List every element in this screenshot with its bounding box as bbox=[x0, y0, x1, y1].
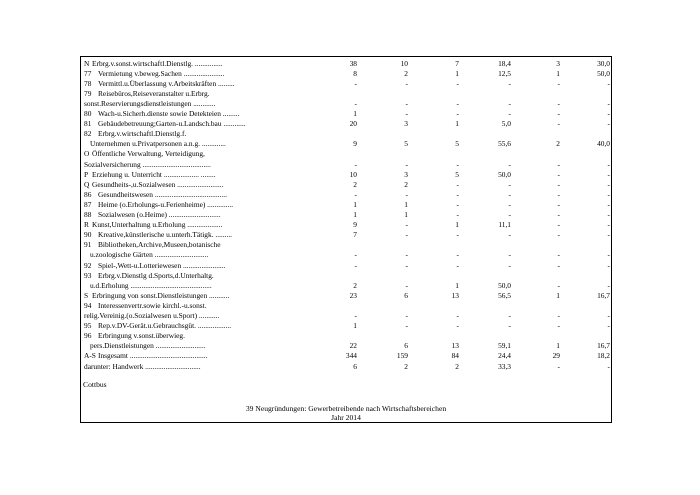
row-value-col3: - bbox=[456, 159, 459, 169]
row-label: Öffentliche Verwaltung, Verteidigung, bbox=[92, 149, 205, 159]
row-code: N bbox=[84, 58, 90, 68]
table-row bbox=[0, 139, 700, 149]
row-value-col4: 56,5 bbox=[498, 290, 511, 300]
table-row bbox=[0, 240, 700, 250]
row-value-col6: - bbox=[607, 280, 610, 290]
row-code: A-S bbox=[84, 351, 96, 361]
row-value-col6: - bbox=[607, 311, 610, 320]
row-value-col2: - bbox=[405, 260, 408, 270]
row-value-col5: - bbox=[557, 250, 560, 260]
row-value-col2: 1 bbox=[404, 210, 408, 219]
table-row bbox=[0, 271, 700, 281]
row-value-col3: - bbox=[456, 189, 459, 199]
row-code: 79 bbox=[84, 88, 92, 98]
row-value-col1: 1 bbox=[353, 109, 357, 118]
row-value-col4: - bbox=[508, 311, 511, 320]
row-value-col2: - bbox=[405, 78, 408, 88]
row-value-col1: 1 bbox=[353, 321, 357, 331]
table-row bbox=[0, 119, 700, 129]
row-value-col3: 13 bbox=[451, 341, 459, 351]
table-row bbox=[0, 261, 700, 271]
row-value-col5: - bbox=[557, 159, 560, 169]
row-value-col4: 11,1 bbox=[498, 220, 511, 230]
row-label: Heime (o.Erholungs-u.Ferienheime) .............. bbox=[98, 199, 234, 209]
row-value-col6: - bbox=[607, 250, 610, 260]
table-row bbox=[0, 190, 700, 200]
row-code: 82 bbox=[84, 129, 92, 139]
row-value-col6: - bbox=[607, 361, 610, 371]
row-value-col2: - bbox=[405, 230, 408, 240]
row-label: sonst.Reservierungsdienstleistungen ............ bbox=[84, 98, 216, 108]
row-value-col3: 13 bbox=[451, 290, 459, 300]
table-row bbox=[0, 250, 700, 260]
row-label: Unternehmen u.Privatpersonen a.n.g. ............. bbox=[90, 139, 226, 149]
row-code: 90 bbox=[84, 230, 92, 240]
row-value-col5: 1 bbox=[556, 68, 560, 78]
row-value-col5: - bbox=[557, 260, 560, 270]
row-value-col3: - bbox=[456, 321, 459, 331]
row-label: Insgesamt .......................................... bbox=[98, 351, 208, 361]
row-label: Kreative,künstlerische u.unterh.Tätigk. ......... bbox=[98, 230, 233, 240]
row-value-col1: - bbox=[354, 311, 357, 320]
row-value-col1: 38 bbox=[349, 58, 357, 68]
row-label: pers.Dienstleistungen ........................... bbox=[90, 341, 206, 351]
row-label: relig.Vereinig.(o.Sozialwesen u.Sport) ........... bbox=[84, 311, 220, 320]
row-label: Spiel-,Wett-u.Lotteriewesen ....................... bbox=[98, 260, 226, 270]
table-row bbox=[0, 331, 700, 341]
row-value-col6: - bbox=[607, 179, 610, 189]
row-value-col1: - bbox=[354, 78, 357, 88]
row-value-col5: - bbox=[557, 280, 560, 290]
row-label: u.d.Erholung ............................................ bbox=[90, 280, 212, 290]
row-label: darunter: Handwerk .............................. bbox=[84, 361, 201, 371]
row-value-col5: - bbox=[557, 169, 560, 179]
table-row bbox=[0, 291, 700, 301]
row-value-col5: - bbox=[557, 311, 560, 320]
row-code: 92 bbox=[84, 260, 92, 270]
row-value-col1: 6 bbox=[353, 361, 357, 371]
row-value-col4: 55,6 bbox=[498, 139, 511, 149]
row-value-col1: 1 bbox=[353, 210, 357, 219]
row-value-col3: - bbox=[456, 179, 459, 189]
row-value-col1: 2 bbox=[353, 280, 357, 290]
row-value-col5: - bbox=[557, 189, 560, 199]
row-value-col3: - bbox=[456, 250, 459, 260]
row-label: Reisebüros,Reiseveranstalter u.Erbrg. bbox=[98, 88, 210, 98]
row-code: 88 bbox=[84, 210, 92, 219]
row-value-col6: - bbox=[607, 119, 610, 129]
row-value-col3: 1 bbox=[455, 220, 459, 230]
table-row bbox=[0, 149, 700, 159]
row-value-col1: - bbox=[354, 260, 357, 270]
row-value-col5: - bbox=[557, 230, 560, 240]
row-value-col2: - bbox=[405, 250, 408, 260]
row-value-col3: - bbox=[456, 230, 459, 240]
row-value-col4: - bbox=[508, 210, 511, 219]
table-row bbox=[0, 109, 700, 119]
row-value-col2: - bbox=[405, 98, 408, 108]
table-row bbox=[0, 210, 700, 220]
row-code: 86 bbox=[84, 189, 92, 199]
row-value-col6: - bbox=[607, 159, 610, 169]
row-label: Sozialwesen (o.Heime) ............................ bbox=[98, 210, 221, 219]
row-value-col2: 10 bbox=[400, 58, 408, 68]
row-value-col2: - bbox=[405, 311, 408, 320]
row-value-col6: - bbox=[607, 220, 610, 230]
row-value-col3: 84 bbox=[451, 351, 459, 361]
row-value-col4: - bbox=[508, 230, 511, 240]
row-value-col6: - bbox=[607, 109, 610, 118]
row-label: Erbringung v.sonst.überwieg. bbox=[98, 331, 185, 341]
table-row bbox=[0, 59, 700, 69]
row-value-col2: 159 bbox=[396, 351, 408, 361]
row-value-col6: 16,7 bbox=[597, 341, 610, 351]
row-value-col5: 29 bbox=[552, 351, 560, 361]
row-code: 93 bbox=[84, 270, 92, 280]
row-value-col4: 50,0 bbox=[498, 280, 511, 290]
row-value-col4: - bbox=[508, 321, 511, 331]
row-code: 94 bbox=[84, 300, 92, 310]
table-row bbox=[0, 180, 700, 190]
row-value-col3: - bbox=[456, 210, 459, 219]
row-value-col3: - bbox=[456, 78, 459, 88]
row-value-col5: 1 bbox=[556, 290, 560, 300]
table-row bbox=[0, 69, 700, 79]
row-label: Kunst,Unterhaltung u.Erholung ................... bbox=[92, 220, 223, 230]
row-value-col1: 1 bbox=[353, 199, 357, 209]
row-label: Gebäudebetreuung;Garten-u.Landsch.bau ............ bbox=[98, 119, 246, 129]
row-value-col3: - bbox=[456, 98, 459, 108]
row-value-col4: 33,3 bbox=[498, 361, 511, 371]
row-code: P bbox=[84, 169, 89, 179]
row-value-col2: 6 bbox=[404, 341, 408, 351]
row-value-col1: 10 bbox=[349, 169, 357, 179]
row-value-col6: - bbox=[607, 321, 610, 331]
row-value-col1: 344 bbox=[345, 351, 357, 361]
row-label: Interessenvertr.sowie kirchl.-u.sonst. bbox=[98, 300, 207, 310]
row-value-col5: - bbox=[557, 98, 560, 108]
row-value-col6: - bbox=[607, 210, 610, 219]
row-value-col1: - bbox=[354, 98, 357, 108]
row-value-col1: 9 bbox=[353, 220, 357, 230]
row-code: O bbox=[84, 149, 90, 159]
row-value-col1: - bbox=[354, 159, 357, 169]
row-value-col3: 7 bbox=[455, 58, 459, 68]
row-value-col6: 30,0 bbox=[597, 58, 610, 68]
row-label: Erbrg.v.Dienstlg d.Sports,d.Unterhaltg. bbox=[98, 270, 214, 280]
row-code: 87 bbox=[84, 199, 92, 209]
row-value-col2: 2 bbox=[404, 68, 408, 78]
row-code: 95 bbox=[84, 321, 92, 331]
row-code: 81 bbox=[84, 119, 92, 129]
row-value-col5: - bbox=[557, 220, 560, 230]
row-value-col4: - bbox=[508, 260, 511, 270]
row-value-col6: 40,0 bbox=[597, 139, 610, 149]
row-value-col4: - bbox=[508, 109, 511, 118]
row-value-col1: 7 bbox=[353, 230, 357, 240]
row-value-col3: - bbox=[456, 109, 459, 118]
row-value-col6: - bbox=[607, 230, 610, 240]
row-value-col5: - bbox=[557, 179, 560, 189]
row-code: S bbox=[84, 290, 89, 300]
row-value-col6: - bbox=[607, 78, 610, 88]
row-value-col2: - bbox=[405, 220, 408, 230]
row-value-col2: - bbox=[405, 159, 408, 169]
row-value-col4: 5,0 bbox=[501, 119, 511, 129]
row-value-col4: - bbox=[508, 199, 511, 209]
row-value-col4: - bbox=[508, 78, 511, 88]
row-value-col3: 1 bbox=[455, 280, 459, 290]
table-row bbox=[0, 79, 700, 89]
row-value-col5: 1 bbox=[556, 341, 560, 351]
row-label: Sozialversicherung ..................................... bbox=[84, 159, 211, 169]
row-value-col3: 1 bbox=[455, 119, 459, 129]
row-label: Erziehung u. Unterricht ................... ........ bbox=[92, 169, 216, 179]
table-row bbox=[0, 311, 700, 321]
row-code: 77 bbox=[84, 68, 92, 78]
row-value-col4: 24,4 bbox=[498, 351, 511, 361]
row-value-col6: - bbox=[607, 189, 610, 199]
row-value-col6: - bbox=[607, 98, 610, 108]
table-row bbox=[0, 99, 700, 109]
table-row bbox=[0, 160, 700, 170]
row-value-col6: 16,7 bbox=[597, 290, 610, 300]
row-label: u.zoologische Gärten ............................. bbox=[90, 250, 209, 260]
row-code: Q bbox=[84, 179, 90, 189]
row-value-col6: 18,2 bbox=[597, 351, 610, 361]
table-row bbox=[0, 200, 700, 210]
row-value-col2: - bbox=[405, 109, 408, 118]
row-value-col4: - bbox=[508, 189, 511, 199]
row-value-col4: - bbox=[508, 98, 511, 108]
table-caption-title: 39 Neugründungen: Gewerbetreibende nach Wirtschaftsbereichen bbox=[245, 404, 447, 413]
row-value-col5: - bbox=[557, 199, 560, 209]
row-value-col2: 1 bbox=[404, 199, 408, 209]
row-value-col3: 1 bbox=[455, 68, 459, 78]
row-value-col5: - bbox=[557, 361, 560, 371]
row-value-col2: 3 bbox=[404, 119, 408, 129]
row-value-col3: 2 bbox=[455, 361, 459, 371]
place-label: Cottbus bbox=[83, 380, 107, 389]
row-label: Erbrg.v.wirtschaftl.Dienstlg.f. bbox=[98, 129, 187, 139]
table-row bbox=[0, 89, 700, 99]
row-value-col1: 8 bbox=[353, 68, 357, 78]
table-row bbox=[0, 301, 700, 311]
row-value-col5: - bbox=[557, 119, 560, 129]
row-value-col1: 22 bbox=[349, 341, 357, 351]
row-value-col4: - bbox=[508, 179, 511, 189]
row-value-col5: - bbox=[557, 78, 560, 88]
table-row bbox=[0, 170, 700, 180]
table-row bbox=[0, 129, 700, 139]
row-label: Erbrg.v.sonst.wirtschaftl.Dienstlg. ............... bbox=[92, 58, 223, 68]
row-value-col3: - bbox=[456, 311, 459, 320]
row-value-col1: - bbox=[354, 189, 357, 199]
table-row bbox=[0, 281, 700, 291]
row-value-col5: - bbox=[557, 109, 560, 118]
row-value-col5: - bbox=[557, 321, 560, 331]
row-label: Wach-u.Sicherh.dienste sowie Detekteien ......... bbox=[98, 109, 240, 118]
row-value-col6: - bbox=[607, 169, 610, 179]
row-label: Gesundheits-,u.Sozialwesen ......................... bbox=[92, 179, 224, 189]
row-value-col2: 2 bbox=[404, 179, 408, 189]
row-label: Rep.v.DV-Gerät.u.Gebrauchsgüt. .................. bbox=[98, 321, 232, 331]
row-code: R bbox=[84, 220, 89, 230]
row-code: 78 bbox=[84, 78, 92, 88]
table-row bbox=[0, 341, 700, 351]
row-value-col6: - bbox=[607, 260, 610, 270]
row-code: 91 bbox=[84, 240, 92, 250]
row-value-col4: - bbox=[508, 250, 511, 260]
table-row bbox=[0, 220, 700, 230]
row-value-col1: 23 bbox=[349, 290, 357, 300]
row-value-col3: - bbox=[456, 260, 459, 270]
row-value-col2: - bbox=[405, 189, 408, 199]
row-value-col3: 5 bbox=[455, 139, 459, 149]
row-code: 96 bbox=[84, 331, 92, 341]
row-label: Bibliotheken,Archive,Museen,botanische bbox=[98, 240, 221, 250]
table-caption-year: Jahr 2014 bbox=[331, 413, 361, 422]
row-value-col5: - bbox=[557, 210, 560, 219]
row-value-col3: - bbox=[456, 199, 459, 209]
row-value-col1: 20 bbox=[349, 119, 357, 129]
row-value-col2: 5 bbox=[404, 139, 408, 149]
row-value-col4: 50,0 bbox=[498, 169, 511, 179]
row-value-col1: - bbox=[354, 250, 357, 260]
row-value-col2: 6 bbox=[404, 290, 408, 300]
row-label: Vermittl.u.Überlassung v.Arbeitskräften ......... bbox=[98, 78, 235, 88]
row-value-col6: - bbox=[607, 199, 610, 209]
row-value-col2: 3 bbox=[404, 169, 408, 179]
row-label: Erbringung von sonst.Dienstleistungen ........... bbox=[92, 290, 230, 300]
row-value-col1: 9 bbox=[353, 139, 357, 149]
table-row bbox=[0, 230, 700, 240]
row-value-col5: 3 bbox=[556, 58, 560, 68]
table-row bbox=[0, 321, 700, 331]
table-row bbox=[0, 351, 700, 361]
row-value-col2: 2 bbox=[404, 361, 408, 371]
row-value-col4: 12,5 bbox=[498, 68, 511, 78]
row-value-col2: - bbox=[405, 321, 408, 331]
row-code: 80 bbox=[84, 109, 92, 118]
table-row bbox=[0, 362, 700, 372]
row-value-col3: 5 bbox=[455, 169, 459, 179]
row-value-col5: 2 bbox=[556, 139, 560, 149]
row-label: Gesundheitswesen ....................................... bbox=[98, 189, 227, 199]
row-value-col6: 50,0 bbox=[597, 68, 610, 78]
row-value-col4: - bbox=[508, 159, 511, 169]
row-value-col4: 59,1 bbox=[498, 341, 511, 351]
row-value-col2: - bbox=[405, 280, 408, 290]
row-label: Vermietung v.beweg.Sachen ...................... bbox=[98, 68, 225, 78]
row-value-col1: 2 bbox=[353, 179, 357, 189]
row-value-col4: 18,4 bbox=[498, 58, 511, 68]
